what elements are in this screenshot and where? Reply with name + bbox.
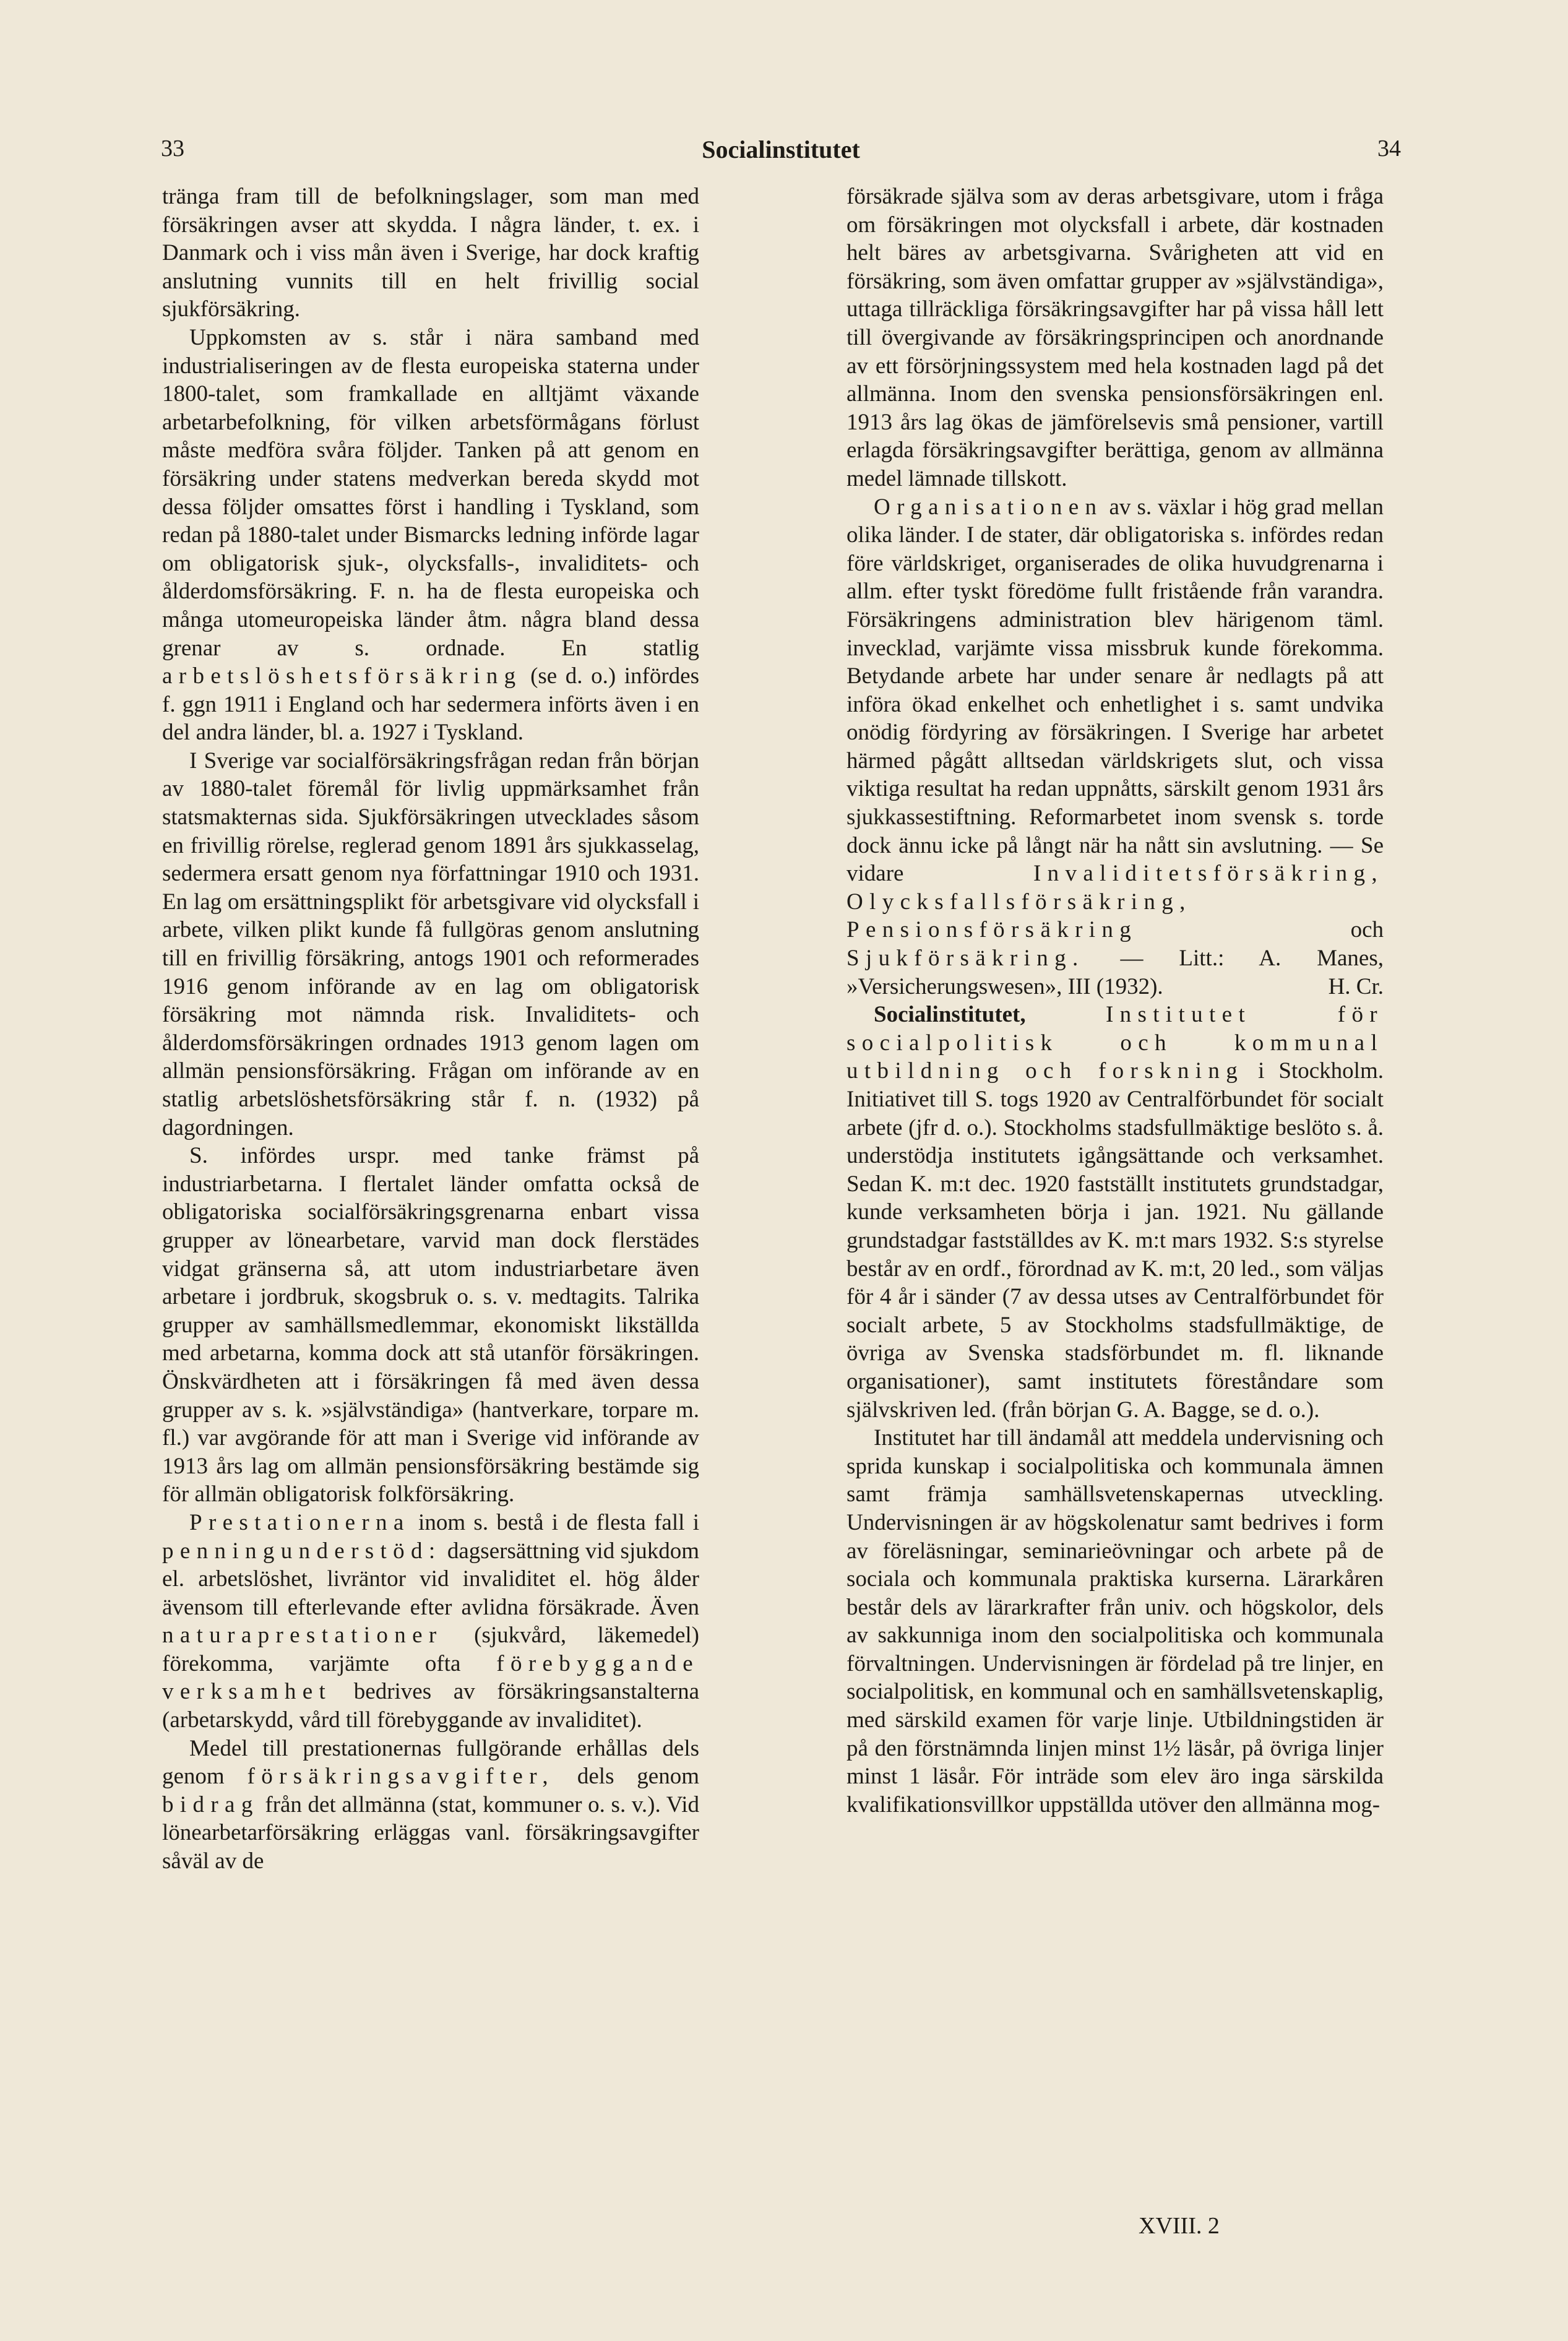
paragraph: försäkrade själva som av deras arbetsgivare, utom i fråga om försäkringen mot olycksfall i arbete, där kostnaden helt bäres av arbetsgivarna. Svårigheten att vid en försäkring, som även omfattar grupper av »självständiga», uttaga tillräckliga försäkringsavgifter har på vissa håll lett till övergivande av försäkringsprincipen och anordnande av ett försörjningssystem med hela kostnaden lagd på det allmänna. Inom den svenska pensionsförsäkringen enl. 1913 års lag ökas de jämförelsevis små pensioner, vartill erlagda försäkringsavgifter berättiga, genom av allmänna medel lämnade tillskott. xyxy=(846,184,1384,491)
paragraph: Institutet har till ändamål att meddela undervisning och sprida kunskap i socialpolitiska och kommunala ämnen samt främja samhällsvetenskapernas utveckling. Undervisningen är av högskolenatur samt bedrives i form av föreläsningar, seminarieövningar och arbete på de sociala och kommunala praktiska kurserna. Lärarkåren består dels av lärarkrafter från univ. och högskolor, dels av sakkunniga inom den socialpolitiska och kommunala förvaltningen. Undervisningen är fördelad på tre linjer, en socialpolitisk, en kommunal och en samhällsvetenskaplig, med särskild examen för varje linje. Utbildningstiden är på den förstnämnda linjen minst 1½ läsår, på övriga linjer minst 1 läsår. För inträde som elev äro inga särskilda kvalifikationsvillkor uppställda utöver den allmänna mog- xyxy=(846,1425,1384,1817)
paragraph: Organisationen av s. växlar i hög grad mellan olika länder. I de stater, där obligatoriska s. infördes redan före världskriget, organiserades de olika huvudgrenarna i allm. efter tyskt föredöme fullt fristående från varandra. Försäkringens administration blev härigenom täml. invecklad, varjämte vissa missbruk kunde förekomma. Betydande arbete har under senare år nedlagts på att införa ökad enkelhet och enhetlighet i s. samt undvika onödig fördyring av försäkringen. I Sverige har arbetet härmed pågått alltsedan världskrigets slut, och vissa viktiga resultat ha redan uppnåtts, särskilt genom 1931 års sjukkassestiftning. Reformarbetet inom svensk s. torde dock ännu icke på långt när ha nått sin avslutning. — Se vidare Invaliditetsförsäkring, Olycksfallsförsäkring, Pensionsförsäkring och Sjukförsäkring. — Litt.: A. Manes, »Versicherungswesen», III (1932). H. Cr. xyxy=(846,493,1384,1001)
running-title: Socialinstitutet xyxy=(702,136,860,163)
paragraph: Medel till prestationernas fullgörande erhållas dels genom försäkringsavgifter, dels genom bidrag från det allmänna (stat, kommuner o. s. v.). Vid lönearbetarförsäkring erläggas vanl. försäkringsavgifter såväl av de xyxy=(162,1735,700,1874)
running-header xyxy=(161,135,1401,172)
right-page-number: 34 xyxy=(1377,136,1401,162)
entry-paragraph: Socialinstitutet, Institutet för socialpolitisk och kommunal utbildning och forskning i Stockholm. Initiativet till S. togs 1920 av Centralförbundet för socialt arbete (jfr d. o.). Stockholms stadsfullmäktige beslöto s. å. understödja institutets igångsättande och verksamhet. Sedan K. m:t dec. 1920 fastställt institutets grundstadgar, kunde verksamheten börja i jan. 1921. Nu gällande grundstadgar fastställdes av K. m:t mars 1932. S:s styrelse består av en ordf., förordnad av K. m:t, 20 led., som väljas för 4 år i sänder (7 av dessa utses av Centralförbundet för socialt arbete, 5 av Stockholms stadsfullmäktige, de övriga av Svenska stadsförbundet m. fl. liknande organisationer), samt institutets föreståndare som självskriven led. (från början G. A. Bagge, se d. o.). xyxy=(846,1002,1384,1423)
paragraph: tränga fram till de befolkningslager, som man med försäkringen avser att skydda. I några länder, t. ex. i Danmark och i viss mån även i Sverige, har dock kraftig anslutning vunnits till en helt frivillig social sjukförsäkring. xyxy=(162,184,699,322)
left-page-number: 33 xyxy=(161,136,184,162)
paragraph: I Sverige var socialförsäkringsfrågan redan från början av 1880-talet föremål för livlig uppmärksamhet från statsmakternas sida. Sjukförsäkringen utvecklades såsom en frivillig rörelse, reglerad genom 1891 års sjukkasselag, sedermera ersatt genom nya författningar 1910 och 1931. En lag om ersättningsplikt för arbetsgivare vid olycksfall i arbete, vilken plikt kunde få fullgöras genom anslutning till en frivillig försäkring, antogs 1901 och reformerades 1916 genom införande av en lag om obligatorisk försäkring mot nämnda risk. Invaliditets- och ålderdomsförsäkringen ordnades 1913 genom lagen om allmän pensionsförsäkring. Frågan om införande av en statlig arbetslöshetsförsäkring står f. n. (1932) på dagordningen. xyxy=(162,748,699,1140)
entry-headword: Socialinstitutet, xyxy=(874,1002,1026,1028)
paragraph: Prestationerna inom s. bestå i de flesta fall i penningunderstöd: dagsersättning vid sjukdom el. arbetslöshet, livräntor vid invaliditet el. hög ålder ävensom till efterlevande efter avlidna försäkrade. Även naturaprestationer (sjukvård, läkemedel) förekomma, varjämte ofta förebyggande verksamhet bedrives av försäkringsanstalterna (arbetarskydd, vård till förebyggande av invaliditet). xyxy=(162,1509,700,1733)
paragraph: Uppkomsten av s. står i nära samband med industrialiseringen av de flesta europeiska staterna under 1800-talet, som framkallade en alltjämt växande arbetarbefolkning, för vilken arbetsförmågans förlust måste medföra svåra följder. Tanken på att genom en försäkring under statens medverkan bereda skydd mot dessa följder omsattes först i handling i Tyskland, som redan på 1880-talet under Bismarcks ledning införde lagar om obligatorisk sjuk-, olycksfalls-, invaliditets- och ålderdomsförsäkring. F. n. ha de flesta europeiska och många utomeuropeiska länder åtm. några bland dessa grenar av s. ordnade. En statlig arbetslöshetsförsäkring (se d. o.) infördes f. ggn 1911 i England och har sedermera införts även i en del andra länder, bl. a. 1927 i Tyskland. xyxy=(162,324,699,746)
paragraph: S. infördes urspr. med tanke främst på industriarbetarna. I flertalet länder omfatta också de obligatoriska socialförsäkringsgrenarna enbart vissa grupper av lönearbetare, varvid man dock flerstädes vidgat gränserna så, att utom industriarbetare även arbetare i jordbruk, skogsbruk o. s. v. medtagits. Talrika grupper av samhällsmedlemmar, ekonomiskt likställda med arbetarna, komma dock att stå utanför försäkringen. Önskvärdheten att i försäkringen få med även dessa grupper av s. k. »självständiga» (hantverkare, torpare m. fl.) var avgörande för att man i Sverige vid införande av 1913 års lag om allmän pensionsförsäkring bestämde sig för allmän obligatorisk folkförsäkring. xyxy=(162,1143,699,1507)
author-initials: H. Cr. xyxy=(1328,973,1384,999)
signature-mark: XVIII. 2 xyxy=(1139,2213,1220,2239)
left-column xyxy=(162,183,699,1876)
right-column xyxy=(846,183,1384,1819)
